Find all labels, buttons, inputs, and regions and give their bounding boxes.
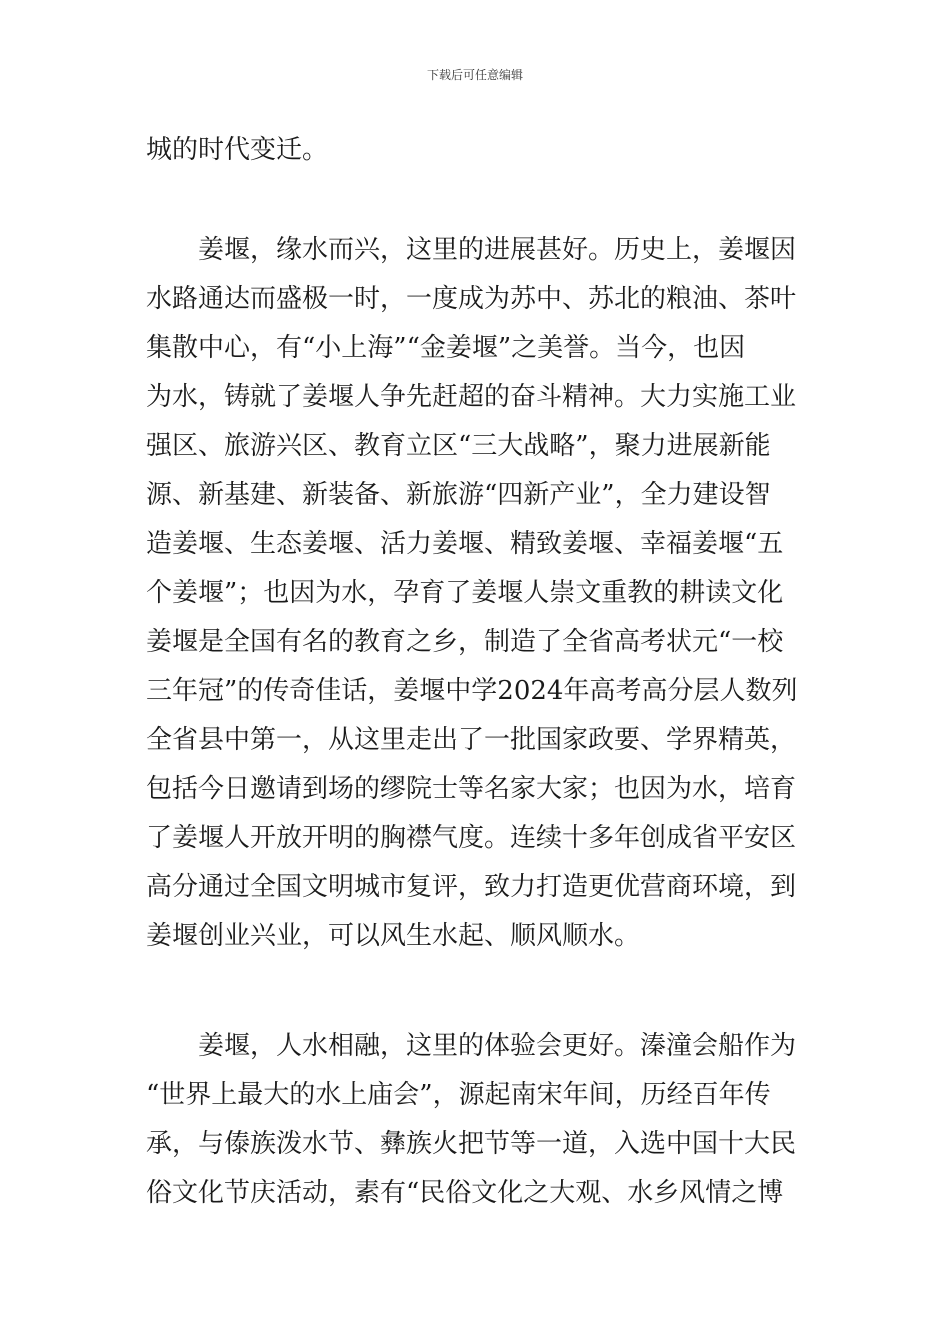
paragraph-first-line: 姜堰，缘水而兴，这里的进展甚好。历史上，姜堰因 [198, 235, 797, 265]
text-line: 城的时代变迁。 [146, 135, 329, 165]
text-line: 水路通达而盛极一时，一度成为苏中、苏北的粮油、茶叶 [146, 284, 797, 314]
text-line: 个姜堰”；也因为水，孕育了姜堰人崇文重教的耕读文化 [146, 578, 784, 608]
text-line: 了姜堰人开放开明的胸襟气度。连续十多年创成省平安区 [146, 823, 797, 853]
text-line: 高分通过全国文明城市复评，致力打造更优营商环境，到 [146, 872, 797, 902]
text-line: 集散中心，有“小上海”“金姜堰”之美誉。当今，也因 [146, 333, 746, 363]
text-line: 包括今日邀请到场的缪院士等名家大家；也因为水，培育 [146, 774, 797, 804]
text-line: 全省县中第一，从这里走出了一批国家政要、学界精英， [146, 725, 797, 755]
text-line: “世界上最大的水上庙会”，源起南宋年间，历经百年传 [146, 1080, 771, 1110]
text-line: 姜堰创业兴业，可以风生水起、顺风顺水。 [146, 921, 641, 951]
text-line: 三年冠”的传奇佳话，姜堰中学2024年高考高分层人数列 [146, 676, 798, 706]
paragraph-first-line: 姜堰，人水相融，这里的体验会更好。溱潼会船作为 [198, 1031, 797, 1061]
text-line: 为水，铸就了姜堰人争先赶超的奋斗精神。大力实施工业 [146, 382, 797, 412]
text-line: 源、新基建、新装备、新旅游“四新产业”，全力建设智 [146, 480, 771, 510]
text-line: 承，与傣族泼水节、彝族火把节等一道，入选中国十大民 [146, 1129, 797, 1159]
text-line: 强区、旅游兴区、教育立区“三大战略”，聚力进展新能 [146, 431, 771, 461]
header-note: 下载后可任意编辑 [426, 68, 523, 82]
text-line: 造姜堰、生态姜堰、活力姜堰、精致姜堰、幸福姜堰“五 [146, 529, 784, 559]
text-line: 俗文化节庆活动，素有“民俗文化之大观、水乡风情之博 [146, 1178, 784, 1208]
text-line: 姜堰是全国有名的教育之乡，制造了全省高考状元“一校 [146, 627, 784, 657]
